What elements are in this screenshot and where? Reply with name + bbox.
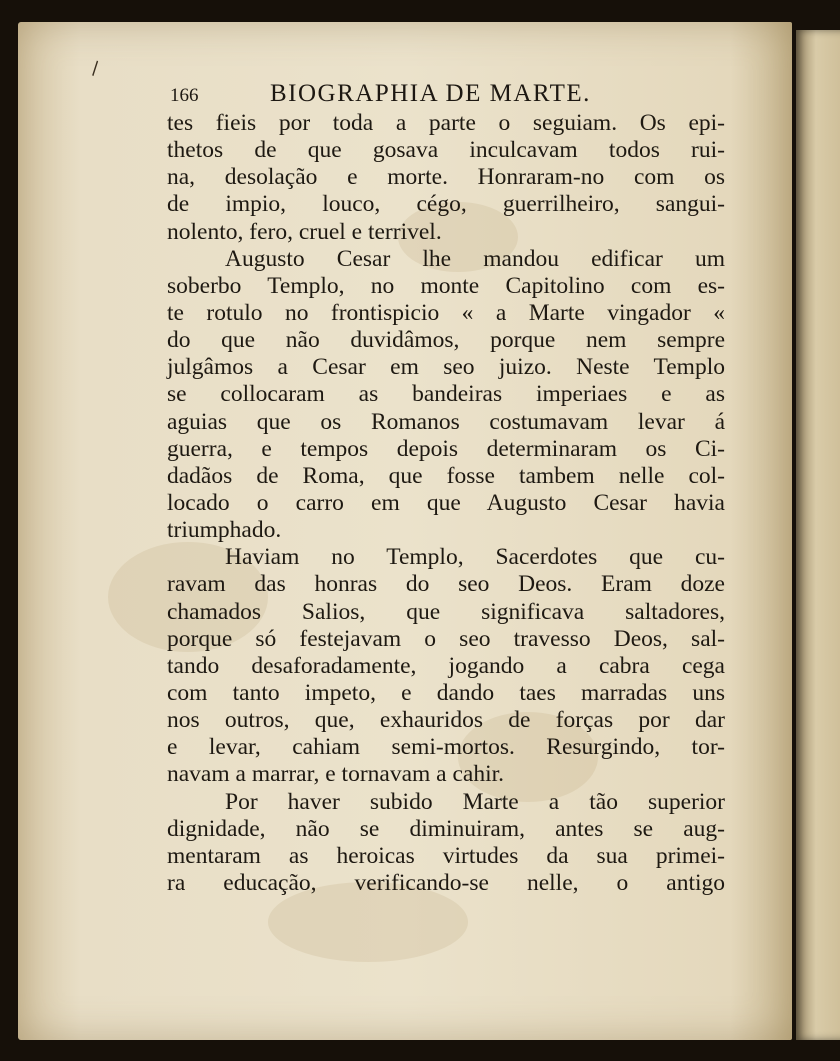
text-line: guerra, e tempos depois determinaram os Ci- — [167, 435, 725, 462]
text-line: soberbo Templo, no monte Capitolino com es- — [167, 272, 725, 299]
paragraph — [167, 246, 725, 545]
text-line: chamados Salios, que significava saltadores, — [167, 598, 725, 625]
text-line: tando desaforadamente, jogando a cabra cega — [167, 652, 725, 679]
text-line: Augusto Cesar lhe mandou edificar um — [225, 245, 725, 272]
paragraph — [167, 789, 725, 898]
text-line: Haviam no Templo, Sacerdotes que cu- — [225, 544, 725, 571]
text-line: com tanto impeto, e dando taes marradas uns — [167, 679, 725, 706]
running-title: BIOGRAPHIA DE MARTE. — [270, 80, 591, 107]
running-head — [170, 80, 730, 108]
text-line: se collocaram as bandeiras imperiaes e as — [167, 381, 725, 408]
text-line: nos outros, que, exhauridos de forças por dar — [167, 707, 725, 734]
text-line: thetos de que gosava inculcavam todos rui- — [167, 137, 725, 164]
text-line: porque só festejavam o seo travesso Deos, sal- — [167, 625, 725, 652]
paragraph — [167, 110, 725, 246]
text-line: nolento, fero, cruel e terrivel. — [167, 218, 442, 245]
text-line: Por haver subido Marte a tão superior — [225, 788, 725, 815]
text-line: ra educação, verificando-se nelle, o antigo — [167, 869, 725, 896]
text-line: mentaram as heroicas virtudes da sua primei- — [167, 842, 725, 869]
text-line: triumphado. — [167, 517, 282, 544]
facing-page-edge — [796, 30, 840, 1040]
paper-mark: \ — [86, 58, 104, 79]
text-line: dadãos de Roma, que fosse tambem nelle col- — [167, 462, 725, 489]
body-text — [167, 110, 725, 897]
text-line: tes fieis por toda a parte o seguiam. Os epi- — [167, 110, 725, 136]
text-line: locado o carro em que Augusto Cesar havia — [167, 489, 725, 516]
text-line: e levar, cahiam semi-mortos. Resurgindo, tor- — [167, 734, 725, 761]
paragraph — [167, 544, 725, 788]
page-number: 166 — [170, 85, 199, 106]
text-line: dignidade, não se diminuiram, antes se aug- — [167, 815, 725, 842]
text-line: navam a marrar, e tornavam a cahir. — [167, 761, 505, 788]
text-line: do que não duvidâmos, porque nem sempre — [167, 327, 725, 354]
text-line: de impio, louco, cégo, guerrilheiro, sangui- — [167, 191, 725, 218]
text-line: julgâmos a Cesar em seo juizo. Neste Templo — [167, 354, 725, 381]
text-line: aguias que os Romanos costumavam levar á — [167, 408, 725, 435]
text-line: te rotulo no frontispicio « a Marte vingador « — [167, 299, 725, 326]
text-line: ravam das honras do seo Deos. Eram doze — [167, 571, 725, 598]
text-line: na, desolação e morte. Honraram-no com os — [167, 164, 725, 191]
